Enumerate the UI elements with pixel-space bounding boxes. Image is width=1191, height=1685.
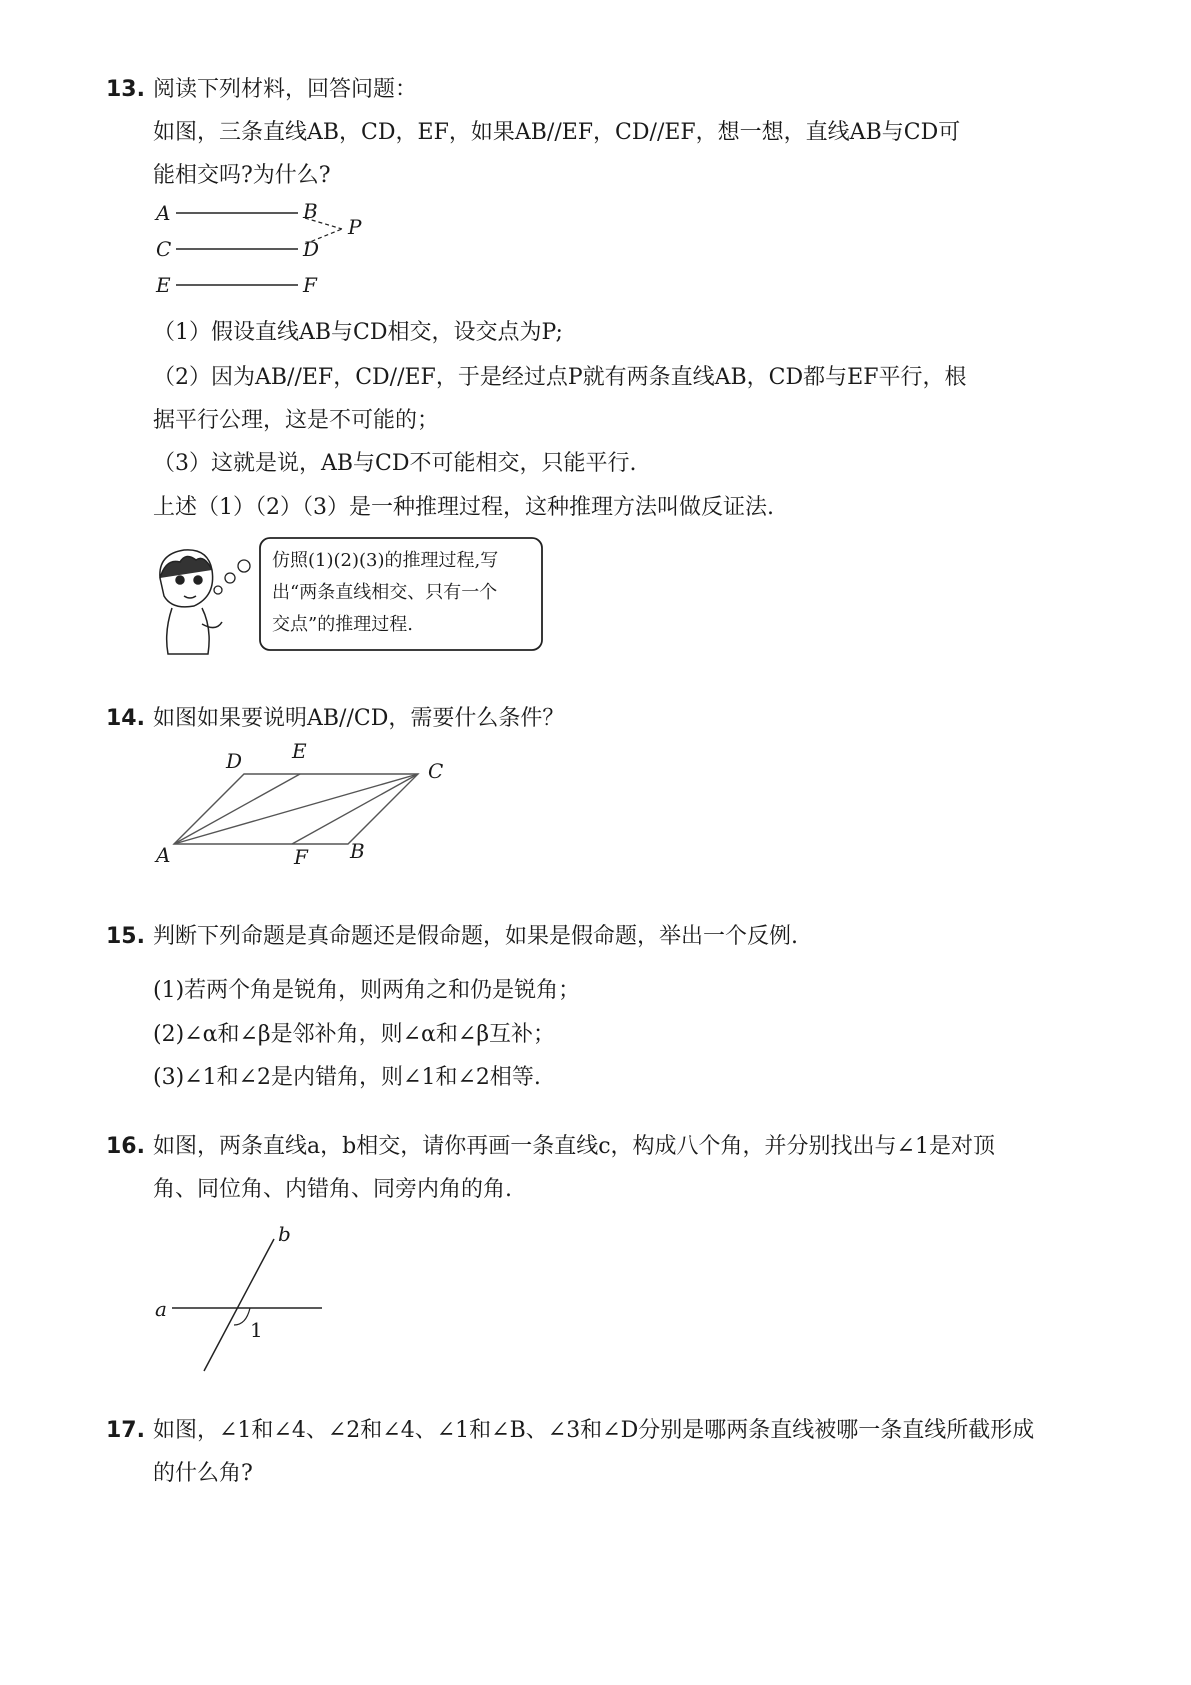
q17-text-line: 的什么角? [153, 1461, 253, 1486]
q13-step-line: （2）因为AB//EF，CD//EF，于是经过点P就有两条直线AB，CD都与EF平行，根 [153, 365, 967, 390]
q15-item: (1)若两个角是锐角，则两角之和仍是锐角； [153, 978, 581, 1003]
q17-text-line: 如图，∠1和∠4、∠2和∠4、∠1和∠B、∠3和∠D分别是哪两条直线被哪一条直线所截形成 [153, 1418, 1035, 1443]
segment-ae [174, 774, 300, 844]
label-a: A [156, 843, 171, 867]
boy-icon [160, 550, 222, 654]
q13-step-line: 据平行公理，这是不可能的； [153, 408, 440, 433]
label-b: b [278, 1225, 291, 1246]
bubble-text-line: 交点”的推理过程. [272, 614, 413, 635]
bubble-text-line: 仿照(1)(2)(3)的推理过程,写 [272, 550, 499, 571]
label-c: C [156, 237, 172, 261]
diagonal-ac [174, 774, 418, 844]
q15-number: 15. [106, 924, 145, 949]
label-d: D [226, 749, 243, 773]
q15-item: (3)∠1和∠2是内错角，则∠1和∠2相等. [153, 1065, 541, 1090]
q14-parallelogram-figure [150, 740, 460, 870]
q14-number: 14. [106, 706, 145, 731]
label-f: F [294, 845, 308, 869]
q17-number: 17. [106, 1418, 145, 1443]
label-e: E [156, 273, 171, 297]
label-a: a [155, 1297, 167, 1321]
q13-step-line: （1）假设直线AB与CD相交，设交点为P; [153, 320, 563, 345]
segment-fc [292, 774, 418, 844]
label-c: C [428, 759, 444, 783]
q16-text-line: 角、同位角、内错角、同旁内角的角. [153, 1177, 512, 1202]
q13-parallel-lines-figure [150, 198, 390, 300]
label-b: B [303, 199, 318, 223]
q13-thinking-boy-illustration [150, 536, 550, 662]
q13-text-line: 如图，三条直线AB，CD，EF，如果AB//EF，CD//EF，想一想，直线AB与CD可 [153, 120, 961, 145]
label-a: A [156, 201, 171, 225]
thought-dot-icon [225, 573, 235, 583]
q16-intersecting-lines-figure [150, 1225, 340, 1375]
label-angle-1: 1 [250, 1318, 263, 1342]
thought-dot-icon [214, 586, 222, 594]
bubble-text-line: 出“两条直线相交、只有一个 [272, 582, 498, 603]
label-b: B [350, 839, 365, 863]
thought-dot-icon [238, 560, 250, 572]
label-p: P [348, 215, 362, 239]
q13-step-line: （3）这就是说，AB与CD不可能相交，只能平行. [153, 451, 637, 476]
q13-text-line: 阅读下列材料，回答问题： [153, 77, 418, 102]
label-e: E [292, 740, 307, 763]
q16-text-line: 如图，两条直线a，b相交，请你再画一条直线c，构成八个角，并分别找出与∠1是对顶 [153, 1134, 995, 1159]
q14-text: 如图如果要说明AB//CD，需要什么条件？ [153, 706, 565, 731]
q13-text-line: 能相交吗?为什么? [153, 163, 331, 188]
line-b [204, 1239, 274, 1371]
q13-number: 13. [106, 77, 145, 102]
q13-step-line: 上述（1）（2）（3）是一种推理过程，这种推理方法叫做反证法. [153, 495, 774, 520]
label-f: F [303, 273, 317, 297]
q16-number: 16. [106, 1134, 145, 1159]
q15-text: 判断下列命题是真命题还是假命题，如果是假命题，举出一个反例. [153, 924, 798, 949]
label-d: D [303, 237, 320, 261]
q15-item: (2)∠α和∠β是邻补角，则∠α和∠β互补； [153, 1022, 556, 1047]
